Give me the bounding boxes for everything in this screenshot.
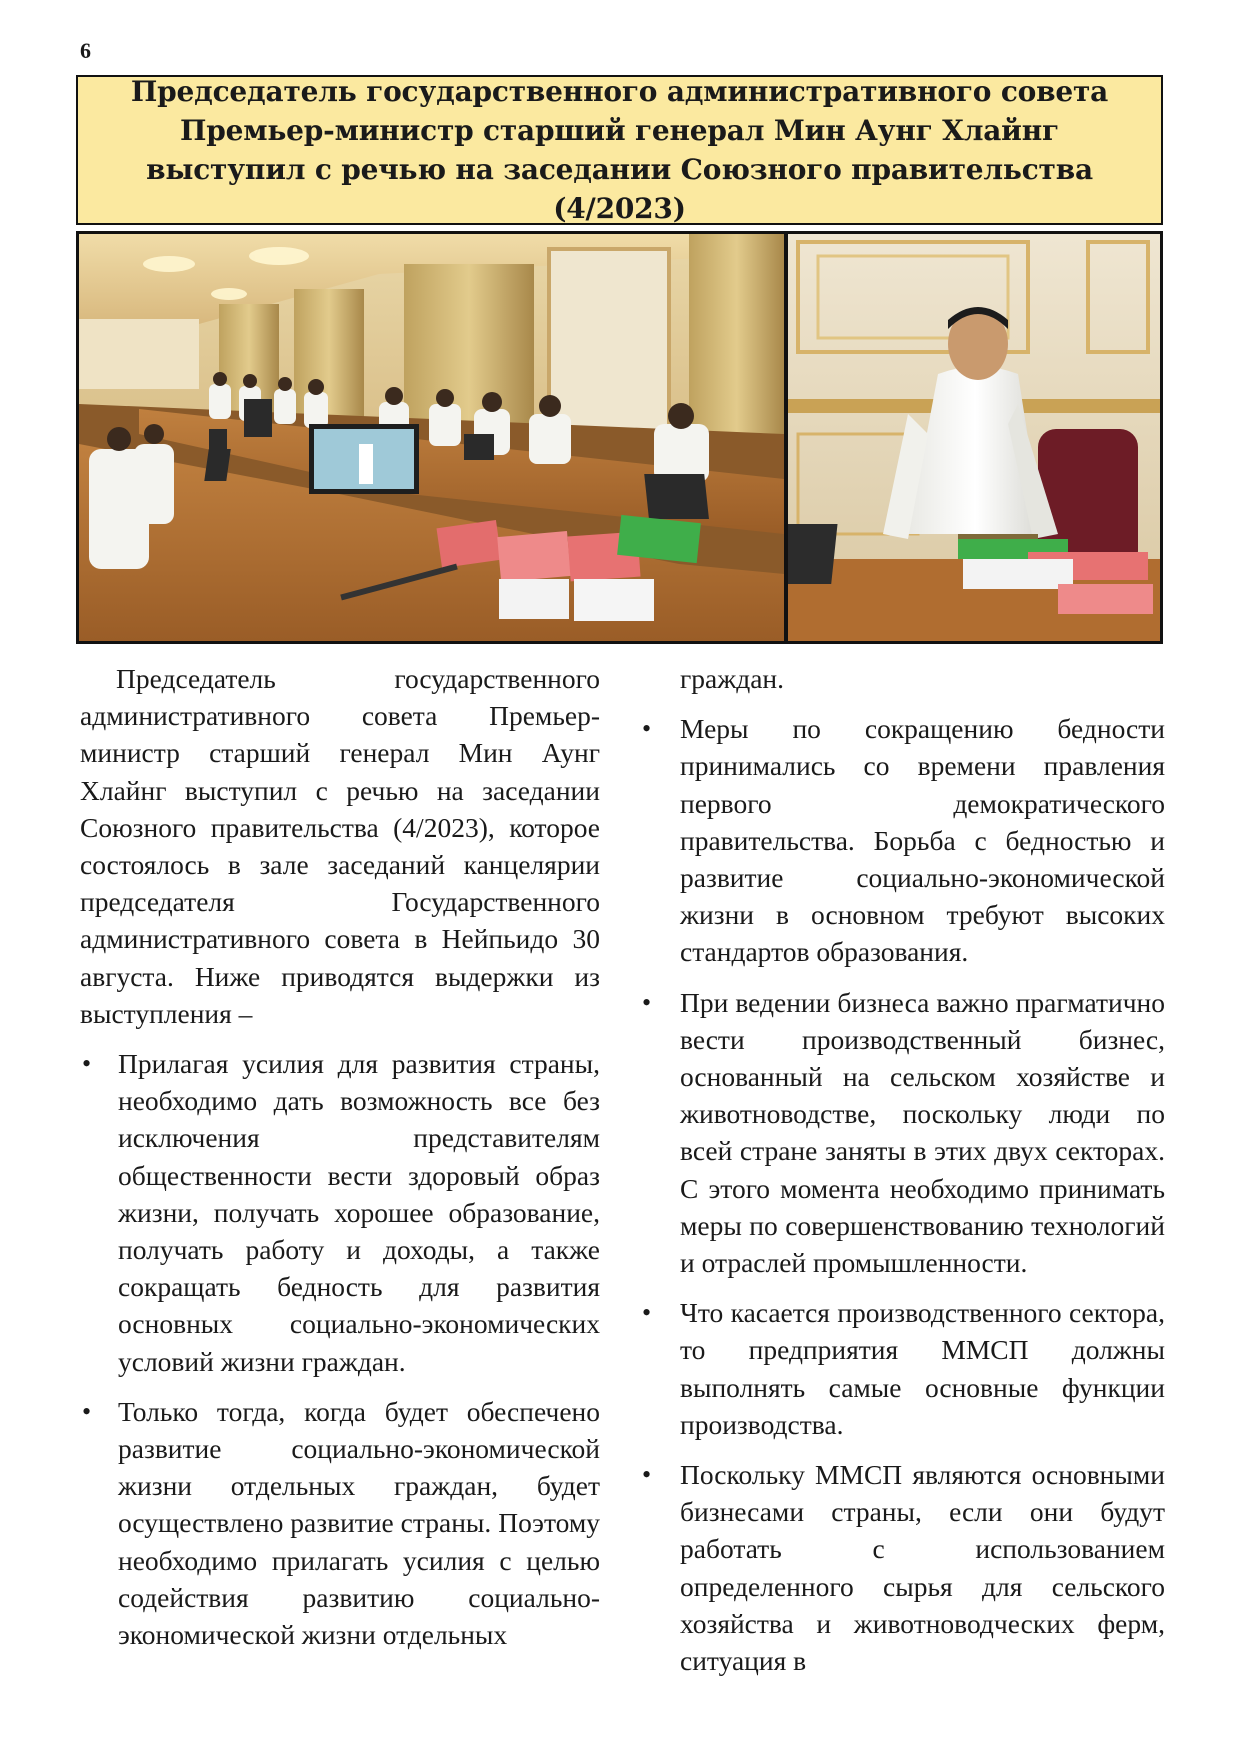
left-column [80,660,600,1653]
list-item: • Поскольку ММСП являются основными бизнесами страны, если они будут работать с использованием определенного сырья для сельского хозяйства и животноводческих ферм, ситуация в [640,1456,1165,1679]
article-title: Председатель государственного административного совета Премьер-министр старший генерал Мин Аунг Хлайнг выступил с речью на заседании Союзного правительства (4/2023) [130,75,1109,225]
list-item: • При ведении бизнеса важно прагматично вести производственный бизнес, основанный на сельском хозяйстве и животноводстве, поскольку люди по всей стране заняты в этих двух секторах. С этого момента необходимо принимать меры по совершенствованию технологий и отраслей промышленности. [640,984,1165,1282]
right-bullet-list [640,710,1165,1679]
page-number: 6 [80,38,91,63]
intro-paragraph: Председатель государственного административного совета Премьер-министр старший генерал Мин Аунг Хлайнг выступил с речью на заседании Союзного правительства (4/2023), которое состоялось в зале заседаний канцелярии председателя Государственного административного совета в Нейпьидо 30 августа. Ниже приводятся выдержки из выступления – [80,663,600,1029]
continuation-text: граждан. [680,663,785,694]
meeting-hall-photo [79,234,784,641]
list-item: • Что касается производственного сектора, то предприятия ММСП должны выполнять самые основные функции производства. [640,1294,1165,1443]
photo-frame [76,231,1163,644]
speaker-photo [788,234,1160,641]
right-column [640,660,1165,1679]
left-bullet-list [80,1045,600,1653]
list-item: • Только тогда, когда будет обеспечено развитие социально-экономической жизни отдельных граждан, будет осуществлено развитие страны. Поэтому необходимо прилагать усилия с целью содействия развитию социально-экономической жизни отдельных [80,1393,600,1653]
list-item: • Меры по сокращению бедности принимались со времени правления первого демократического правительства. Борьба с бедностью и развитие социально-экономической жизни в основном требуют высоких стандартов образования. [640,710,1165,970]
list-item: • Прилагая усилия для развития страны, необходимо дать возможность все без исключения представителям общественности вести здоровый образ жизни, получать хорошее образование, получать работу и доходы, а также сокращать бедность для развития основных социально-экономических условий жизни граждан. [80,1045,600,1380]
title-box [76,75,1163,225]
